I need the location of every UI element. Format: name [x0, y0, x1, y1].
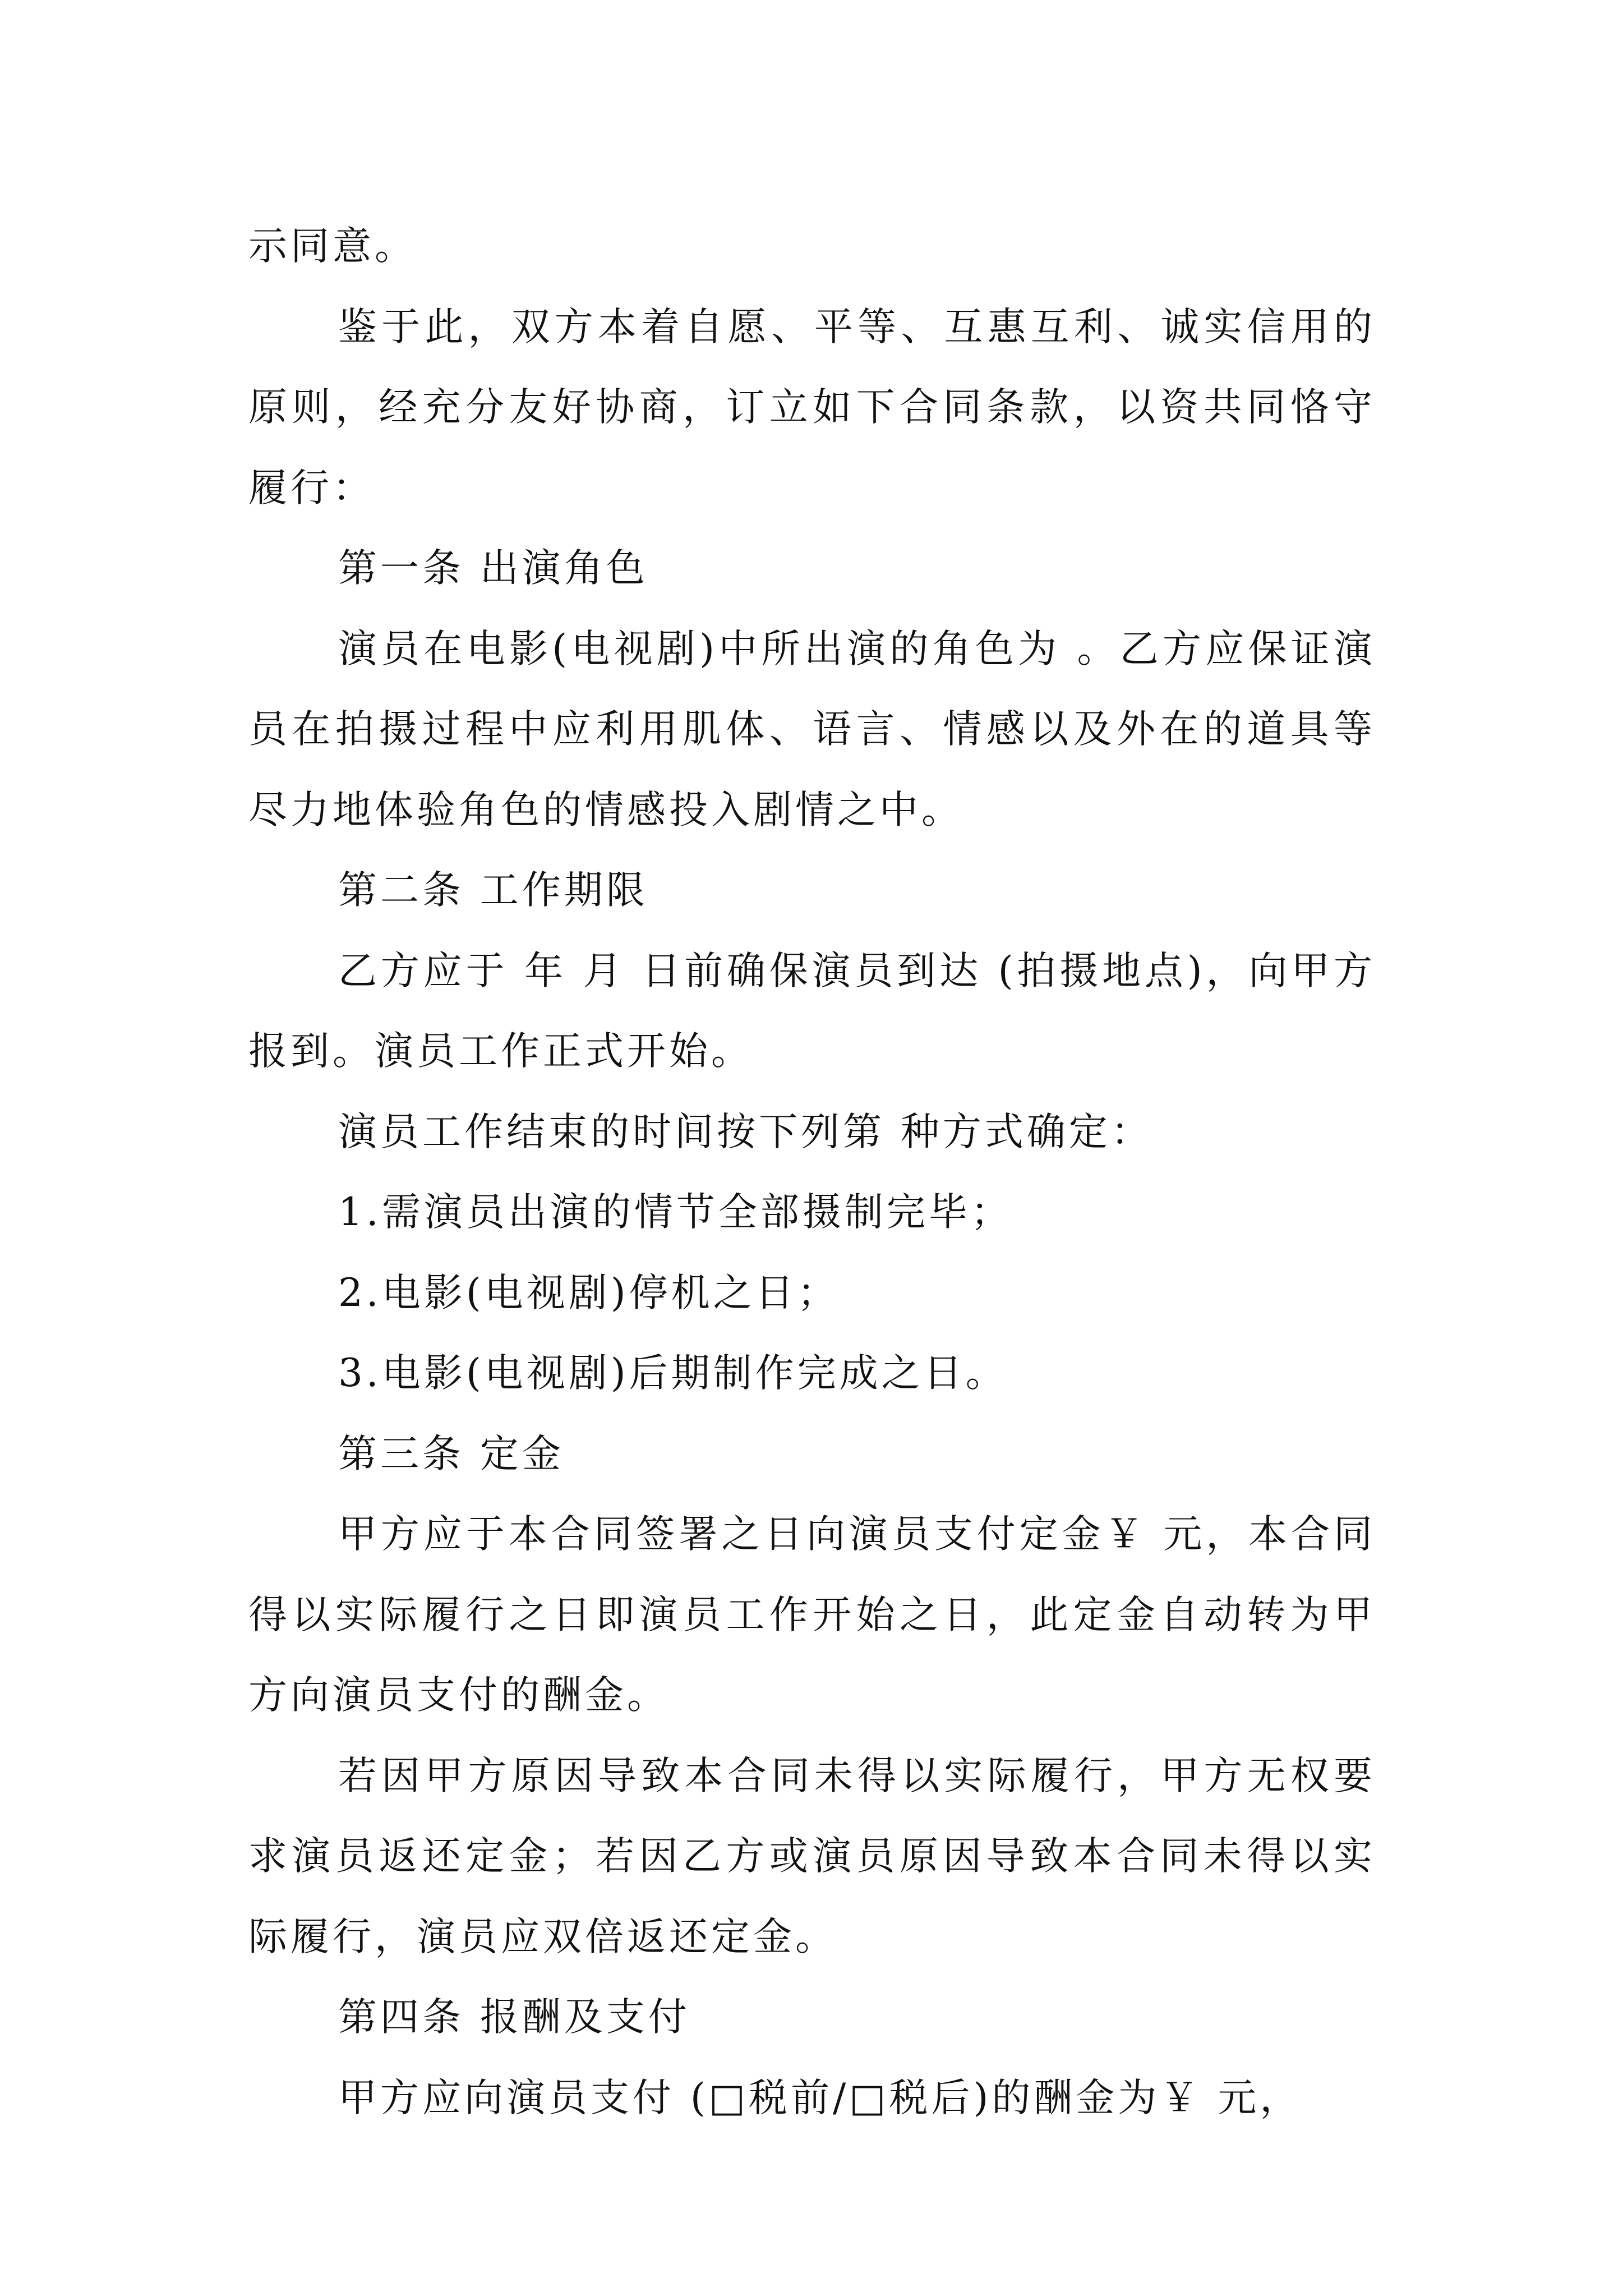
article-3-heading: 第三条 定金 [338, 1431, 564, 1476]
article-4-body: 甲方应向演员支付 (□税前/□税后)的酬金为￥ 元， [338, 2075, 1302, 2120]
list-item-2: 2.电影(电视剧)停机之日； [338, 1270, 840, 1315]
paragraph-preamble: 鉴于此，双方本着自愿、平等、互惠互利、诚实信用的原则，经充分友好协商，订立如下合同条款，以资共同恪守履行： [248, 304, 1376, 510]
article-3-body: 甲方应于本合同签署之日向演员支付定金￥ 元，本合同得以实际履行之日即演员工作开始之日，此定金自动转为甲方向演员支付的酬金。 [248, 1512, 1376, 1718]
article-1-heading: 第一条 出演角色 [338, 546, 648, 591]
list-item-3: 3.电影(电视剧)后期制作完成之日。 [338, 1351, 1008, 1396]
document-body [248, 206, 1376, 2138]
article-4-heading: 第四条 报酬及支付 [338, 1995, 690, 2040]
article-2-body: 乙方应于 年 月 日前确保演员到达 (拍摄地点)，向甲方报到。演员工作正式开始。 [248, 948, 1376, 1074]
article-3-penalty: 若因甲方原因导致本合同未得以实际履行，甲方无权要求演员返还定金；若因乙方或演员原因导致本合同未得以实际履行，演员应双倍返还定金。 [248, 1753, 1376, 1959]
list-item-1: 1.需演员出演的情节全部摄制完毕； [338, 1190, 1013, 1235]
paragraph-continuation: 示同意。 [248, 224, 417, 269]
article-2-end-method: 演员工作结束的时间按下列第 种方式确定： [338, 1109, 1153, 1154]
article-1-body: 演员在电影(电视剧)中所出演的角色为 。乙方应保证演员在拍摄过程中应利用肌体、语言、情感以及外在的道具等尽力地体验角色的情感投入剧情之中。 [248, 626, 1376, 832]
article-2-heading: 第二条 工作期限 [338, 868, 648, 913]
